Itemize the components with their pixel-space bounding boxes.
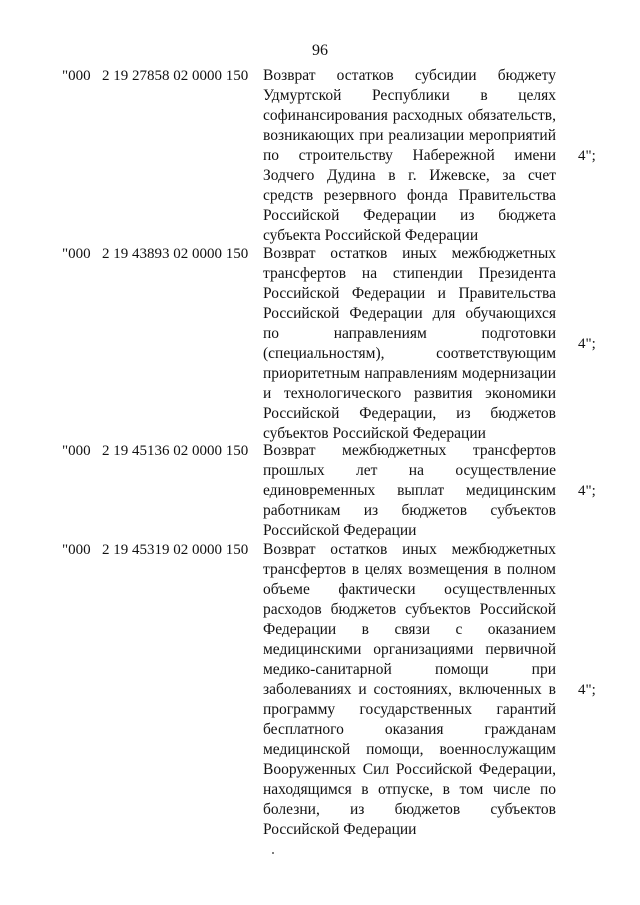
code-number: 2 19 43893 02 0000 150 bbox=[102, 246, 249, 262]
code-prefix: "000 bbox=[62, 542, 91, 558]
classification-code bbox=[62, 540, 248, 560]
code-number: 2 19 45136 02 0000 150 bbox=[102, 443, 249, 459]
code-prefix: "000 bbox=[62, 443, 91, 459]
scan-speck bbox=[272, 852, 274, 854]
code-number: 2 19 45319 02 0000 150 bbox=[102, 542, 249, 558]
code-description: Возврат остатков субсидии бюджету Удмуртской Республики в целях софинансирования расходных обязательств, возникающих при реализации мероприятий по строительству Набережной имени Зодчего Дудина в г. Ижевске, за счет средств резервного фонда Правительства Российской Федерации из бюджета субъекта Российской Федерации bbox=[263, 67, 556, 244]
row-closing-value: 4"; bbox=[578, 682, 596, 698]
row-closing-value: 4"; bbox=[578, 336, 596, 352]
code-number: 2 19 27858 02 0000 150 bbox=[102, 68, 249, 84]
table-row bbox=[0, 540, 640, 836]
classification-code bbox=[62, 244, 248, 264]
code-description: Возврат остатков иных межбюджетных трансфертов на стипендии Президента Российской Федерации и Правительства Российской Федерации для обучающихся по направлениям подготовки (специальностям), соответствующим приоритетным направлениям модернизации и технологического развития экономики Российской Федерации, из бюджетов субъектов Российской Федерации bbox=[263, 245, 556, 442]
table-row bbox=[0, 244, 640, 440]
row-closing-value: 4"; bbox=[578, 148, 596, 164]
code-prefix: "000 bbox=[62, 246, 91, 262]
page-number: 96 bbox=[312, 42, 328, 59]
row-closing-value: 4"; bbox=[578, 483, 596, 499]
code-description: Возврат остатков иных межбюджетных трансфертов в целях возмещения в полном объеме фактически осуществленных расходов бюджетов субъектов Российской Федерации в связи с оказанием медицинскими организациями первичной медико-санитарной помощи при заболеваниях и состояниях, включенных в программу государственных гарантий бесплатного оказания гражданам медицинской помощи, военнослужащим Вооруженных Сил Российской Федерации, находящимся в отпуске, в том числе по болезни, из бюджетов субъектов Российской Федерации bbox=[263, 541, 556, 838]
code-description: Возврат межбюджетных трансфертов прошлых лет на осуществление единовременных выплат медицинским работникам из бюджетов субъектов Российской Федерации bbox=[263, 442, 556, 539]
classification-code bbox=[62, 441, 248, 461]
code-prefix: "000 bbox=[62, 68, 91, 84]
table-row bbox=[0, 66, 640, 242]
classification-code bbox=[62, 66, 248, 86]
table-row bbox=[0, 441, 640, 539]
